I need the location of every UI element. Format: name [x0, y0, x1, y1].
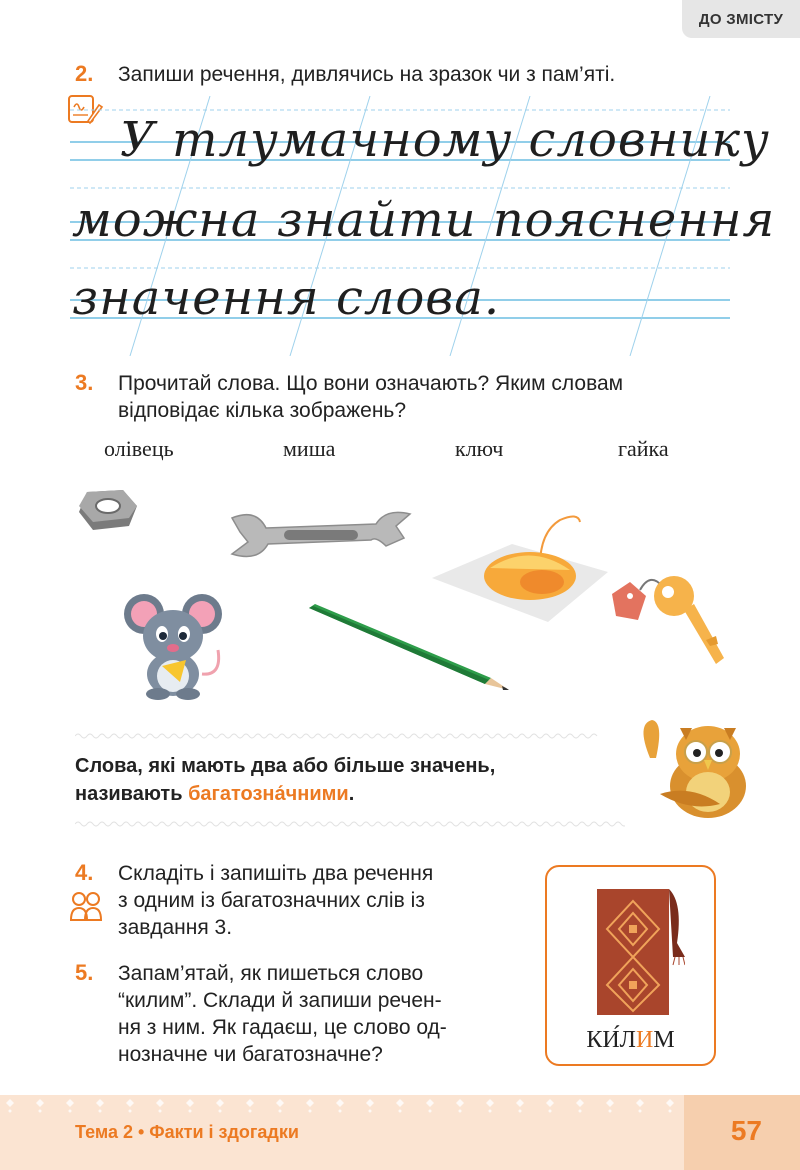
task-4-line-3: завдання 3.	[118, 916, 233, 939]
cursive-line-1: У тлумачному словнику	[120, 112, 770, 168]
task-5-line-1: Запам’ятай, як пишеться слово	[118, 962, 424, 985]
toy-mouse-picture	[122, 590, 226, 700]
pencil-picture	[303, 604, 511, 692]
rule-line-1: Слова, які мають два або більше значень,	[75, 755, 496, 777]
toc-button[interactable]: ДО ЗМІСТУ	[682, 0, 800, 38]
footer-ornament	[0, 1095, 690, 1115]
kilim-card	[545, 865, 716, 1066]
task-3-number: 3.	[75, 370, 94, 395]
task-4-line-1: Складіть і запишіть два речення	[118, 862, 434, 885]
word-mouse: миша	[283, 436, 336, 461]
kilim-label-part-1: КИ́Л	[586, 1027, 636, 1053]
rule-text	[75, 752, 495, 808]
task-2-text: Запиши речення, дивлячись на зразок чи з пам’яті.	[118, 63, 616, 86]
carpet-picture	[593, 883, 685, 1021]
page-number: 57	[730, 1115, 762, 1146]
task-5-line-3: ня з ним. Як гадаєш, це слово од-	[118, 1016, 447, 1039]
copybook-lines	[70, 96, 776, 356]
hex-nut-picture	[75, 488, 141, 534]
task-5-text	[118, 960, 504, 1068]
kilim-label-part-2: М	[653, 1027, 675, 1053]
kilim-label	[547, 1027, 714, 1054]
rule-line-2-prefix: називають	[75, 783, 189, 805]
task-4-number: 4.	[75, 860, 94, 885]
cursive-line-2: можна знайти пояснення	[72, 192, 776, 248]
owl-mascot	[630, 714, 746, 820]
task-5-number: 5.	[75, 960, 94, 985]
rule-line-2-suffix: .	[348, 783, 355, 805]
word-nut: гайка	[618, 436, 669, 461]
task-5-line-2: “килим”. Склади й запиши речен-	[118, 989, 442, 1012]
task-4-text	[118, 860, 504, 941]
word-key: ключ	[455, 436, 504, 461]
rule-line-2	[75, 780, 495, 808]
rule-keyword: багатозна́чними	[188, 783, 349, 805]
cursive-line-3: значення слова.	[72, 270, 501, 326]
word-pencil: олівець	[104, 436, 174, 461]
kilim-label-highlight: И	[635, 1027, 654, 1053]
task-2-number: 2.	[75, 61, 94, 86]
key-picture	[606, 566, 730, 672]
task-4-line-2: з одним із багатозначних слів із	[118, 889, 425, 912]
wrench-picture	[226, 506, 412, 566]
pair-work-icon	[68, 890, 104, 924]
task-5-line-4: нозначне чи багатозначне?	[118, 1043, 383, 1066]
footer-topic-title: Тема 2 • Факти і здогадки	[75, 1122, 299, 1142]
task-3-text-line-2: відповідає кілька зображень?	[118, 399, 407, 422]
task-3-text-line-1: Прочитай слова. Що вони означають? Яким словам	[118, 372, 624, 395]
